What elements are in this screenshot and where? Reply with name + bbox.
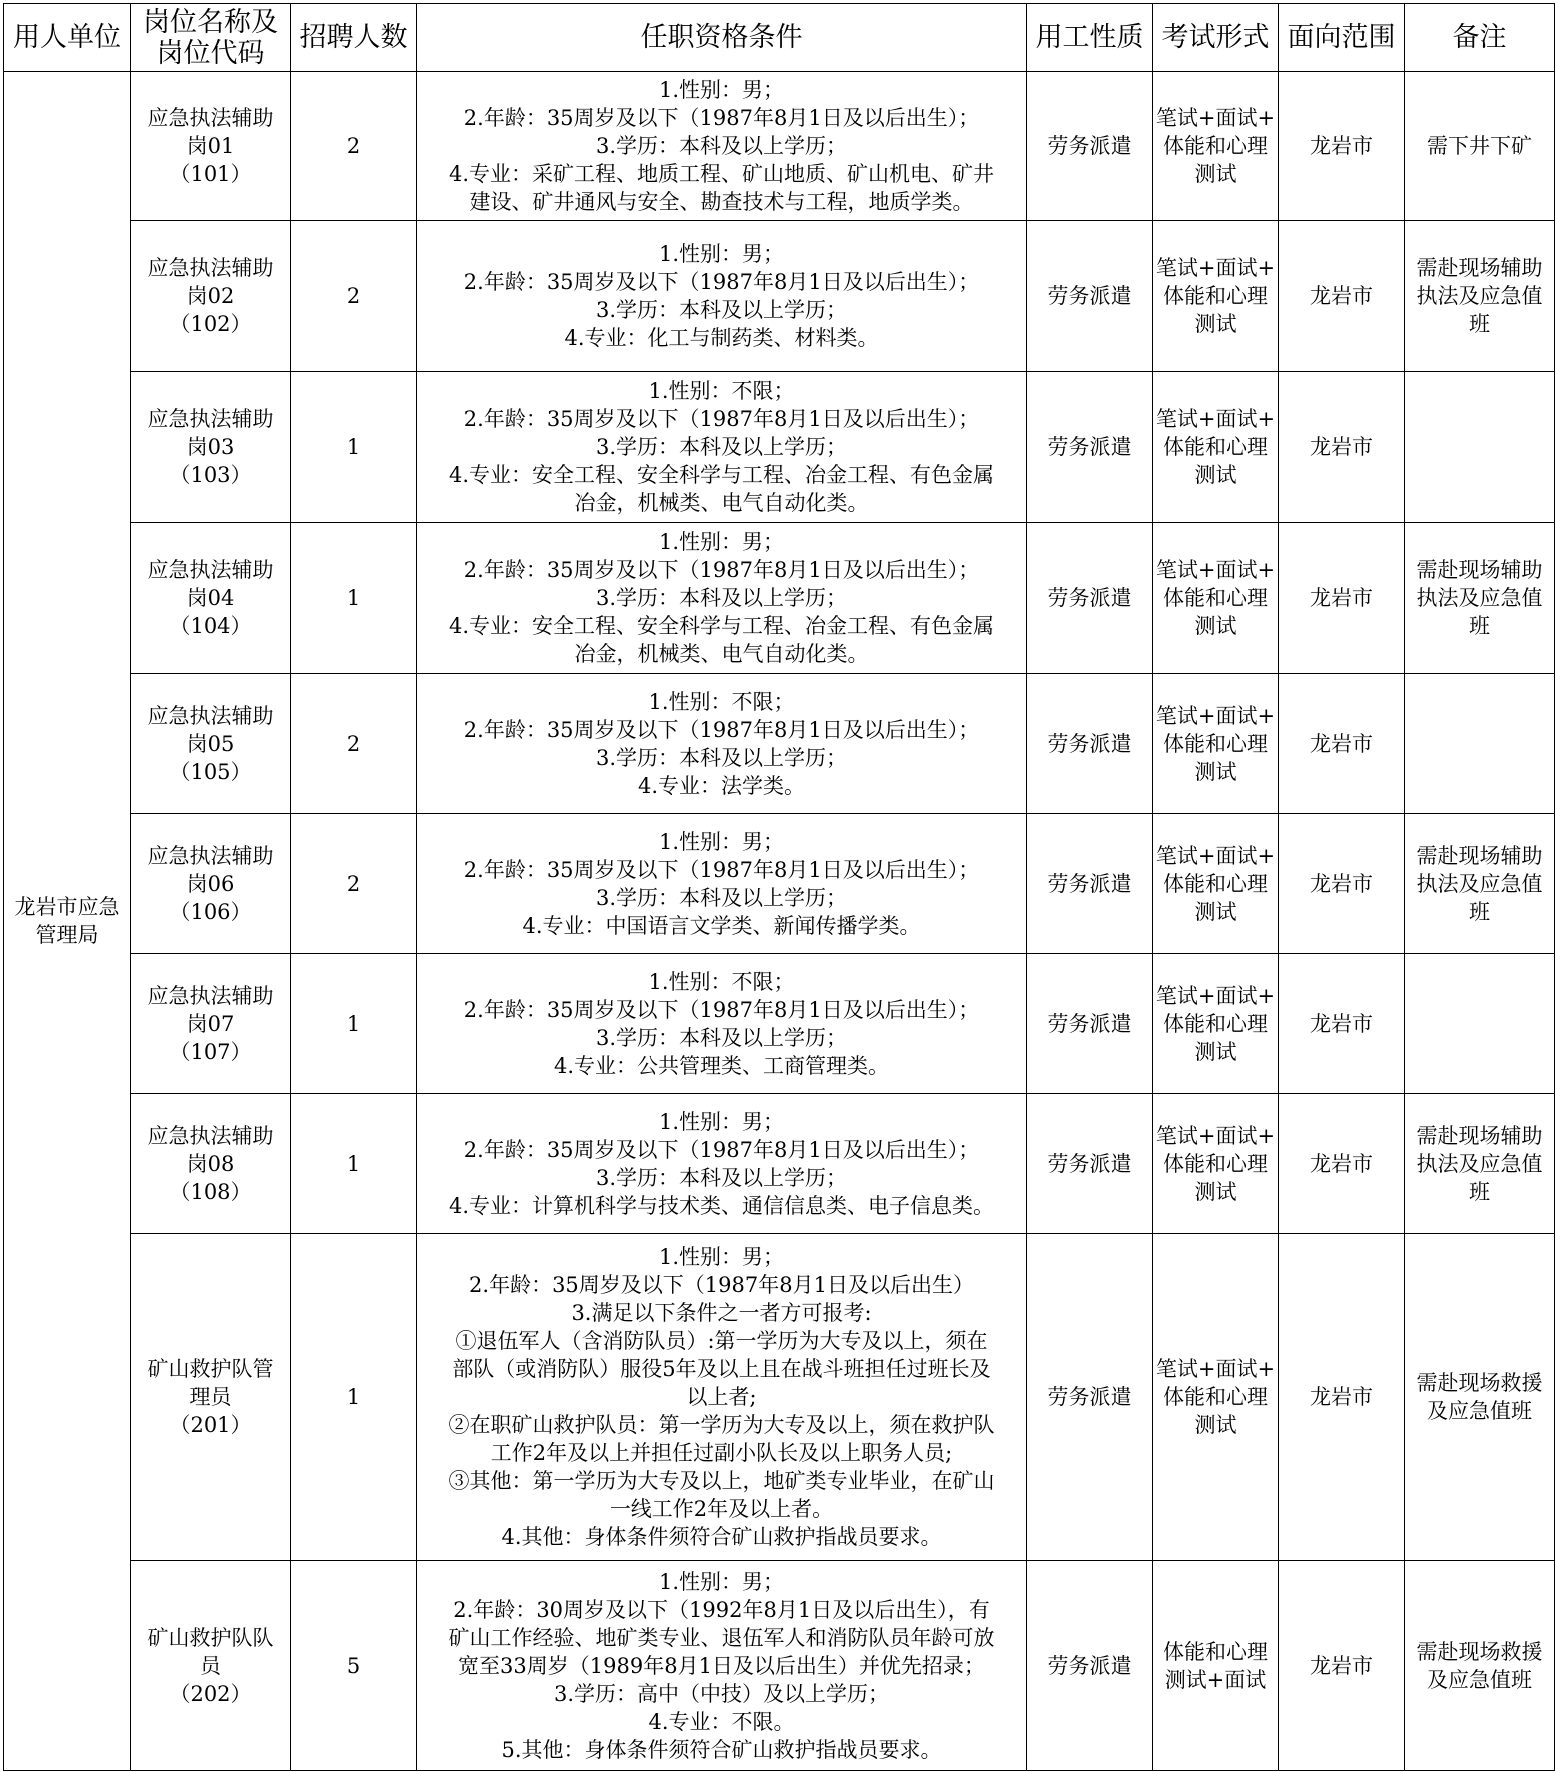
exam-format-line2: 体能和心理 (1163, 871, 1268, 896)
exam-format-cell (1153, 814, 1279, 954)
table-body (4, 72, 1555, 1771)
scope: 龙岩市 (1310, 731, 1373, 756)
post-name-line2: 岗04 (186, 586, 235, 610)
post-name-cell (131, 523, 291, 674)
header-count: 招聘人数 (291, 4, 417, 72)
exam-format-line1: 笔试+面试+ (1155, 407, 1276, 431)
header-post-name-line2: 岗位代码 (156, 37, 265, 69)
requirement-line: ①退伍军人（含消防队员）:第一学历为大专及以上，须在 (455, 1329, 988, 1353)
remark-line: 执法及应急值 (1416, 586, 1543, 610)
requirement-line: 1.性别：男； (658, 1569, 785, 1594)
employment-type-cell (1027, 523, 1153, 674)
exam-format-line1: 体能和心理 (1163, 1639, 1268, 1664)
requirement-line: 4.专业：采矿工程、地质工程、矿山地质、矿山机电、矿井 (448, 162, 995, 186)
post-name-cell (131, 1094, 291, 1234)
post-code: （102） (169, 312, 252, 336)
requirement-line: 1.性别：不限； (648, 689, 795, 714)
exam-format-line1: 笔试+面试+ (1155, 983, 1276, 1008)
requirement-line: 建设、矿井通风与安全、勘查技术与工程，地质学类。 (469, 190, 974, 214)
requirement-line: ②在职矿山救护队员：第一学历为大专及以上，须在救护队 (448, 1413, 995, 1437)
header-requirements: 任职资格条件 (417, 4, 1027, 72)
recruit-count-cell (291, 1234, 417, 1561)
requirement-line: 4.专业：法学类。 (637, 773, 806, 798)
remarks-cell (1405, 1094, 1555, 1234)
requirement-line: 1.性别：男； (658, 829, 785, 854)
post-name-line1: 应急执法辅助 (147, 1123, 274, 1148)
exam-format-line1: 笔试+面试+ (1155, 1357, 1276, 1381)
remark-line: 班 (1469, 1179, 1490, 1204)
requirements-cell (417, 954, 1027, 1094)
exam-format-line2: 体能和心理 (1163, 435, 1268, 459)
requirement-line: 1.性别：男； (658, 1109, 785, 1134)
employment-type-cell (1027, 221, 1153, 372)
header-row (4, 4, 1555, 72)
requirement-line: 4.专业：化工与制药类、材料类。 (564, 326, 879, 350)
requirement-line: 4.专业：安全工程、安全科学与工程、冶金工程、有色金属 (448, 614, 995, 638)
post-name-line1: 矿山救护队管 (147, 1357, 274, 1381)
exam-format-line1: 笔试+面试+ (1155, 558, 1276, 582)
exam-format-line1: 笔试+面试+ (1155, 256, 1276, 280)
remark-line: 执法及应急值 (1416, 871, 1543, 896)
requirement-line: 3.学历：本科及以上学历； (595, 1025, 848, 1050)
post-name-cell (131, 1234, 291, 1561)
remark-line: 需赴现场辅助 (1416, 558, 1543, 582)
table-row (4, 954, 1555, 1094)
exam-format-line3: 测试 (1194, 899, 1237, 924)
header-unit: 用人单位 (4, 4, 131, 72)
requirements-cell (417, 523, 1027, 674)
remark-line: 班 (1469, 312, 1490, 336)
recruit-count-cell (291, 954, 417, 1094)
remark-line: 及应急值班 (1427, 1667, 1532, 1692)
exam-format-line2: 体能和心理 (1163, 586, 1268, 610)
exam-format-line2: 体能和心理 (1163, 731, 1268, 756)
table-row (4, 674, 1555, 814)
employment-type: 劳务派遣 (1047, 1011, 1132, 1036)
employment-type: 劳务派遣 (1047, 731, 1132, 756)
table-row (4, 523, 1555, 674)
post-name-cell (131, 372, 291, 523)
remarks-cell (1405, 1234, 1555, 1561)
scope-cell (1279, 814, 1405, 954)
employment-type-cell (1027, 954, 1153, 1094)
remark-line: 需赴现场救援 (1416, 1371, 1543, 1395)
remark-line: 需赴现场辅助 (1416, 1123, 1543, 1148)
exam-format-cell (1153, 954, 1279, 1094)
scope-cell (1279, 1234, 1405, 1561)
employment-type: 劳务派遣 (1047, 586, 1132, 610)
remark-line: 需下井下矿 (1427, 134, 1532, 158)
post-name-cell (131, 72, 291, 221)
recruit-count-cell (291, 814, 417, 954)
recruit-count: 1 (346, 1011, 361, 1036)
requirements-cell (417, 1561, 1027, 1771)
recruit-count: 2 (346, 731, 361, 756)
requirement-line: 3.学历：本科及以上学历； (595, 745, 848, 770)
exam-format-line2: 体能和心理 (1163, 284, 1268, 308)
exam-format-line1: 笔试+面试+ (1155, 106, 1276, 130)
employment-type: 劳务派遣 (1047, 134, 1132, 158)
remarks-cell (1405, 72, 1555, 221)
post-code: （201） (169, 1413, 252, 1437)
requirement-line: 4.专业：不限。 (648, 1709, 795, 1734)
remark-line: 及应急值班 (1427, 1399, 1532, 1423)
employment-type-cell (1027, 674, 1153, 814)
remark-line: 执法及应急值 (1416, 1151, 1543, 1176)
recruit-count: 1 (346, 435, 361, 459)
post-name-line2: 岗07 (186, 1011, 235, 1036)
post-name-line2: 岗06 (186, 871, 235, 896)
recruit-count: 1 (346, 1151, 361, 1176)
remark-line: 需赴现场辅助 (1416, 256, 1543, 280)
requirement-line: 一线工作2年及以上者。 (609, 1497, 834, 1521)
requirements-cell (417, 221, 1027, 372)
header-post-name (131, 4, 291, 72)
recruit-count-cell (291, 72, 417, 221)
requirements-cell (417, 674, 1027, 814)
post-name-line1: 应急执法辅助 (147, 256, 274, 280)
post-name-line2: 员 (200, 1653, 221, 1678)
employment-type-cell (1027, 372, 1153, 523)
exam-format-line3: 测试 (1194, 312, 1237, 336)
header-post-name-line1: 岗位名称及 (143, 6, 278, 38)
requirement-line: 2.年龄：35周岁及以下（1987年8月1日及以后出生）； (463, 270, 980, 294)
requirement-line: 3.学历：本科及以上学历； (595, 134, 848, 158)
requirement-line: 3.学历：本科及以上学历； (595, 586, 848, 610)
requirement-line: 3.学历：本科及以上学历； (595, 885, 848, 910)
scope-cell (1279, 1094, 1405, 1234)
remarks-cell (1405, 674, 1555, 814)
requirement-line: 1.性别：男； (658, 1245, 785, 1269)
requirement-line: 3.满足以下条件之一者方可报考: (571, 1301, 872, 1325)
scope: 龙岩市 (1310, 1653, 1373, 1678)
scope-cell (1279, 72, 1405, 221)
remarks-cell (1405, 1561, 1555, 1771)
requirement-line: 冶金，机械类、电气自动化类。 (574, 491, 869, 515)
requirement-line: 3.学历：高中（中技）及以上学历； (553, 1681, 890, 1706)
post-name-line1: 应急执法辅助 (147, 843, 274, 868)
exam-format-line3: 测试 (1194, 614, 1237, 638)
scope-cell (1279, 954, 1405, 1094)
exam-format-line2: 测试+面试 (1164, 1667, 1267, 1692)
employer-unit-line1: 龙岩市应急 (14, 895, 120, 919)
table-row (4, 72, 1555, 221)
requirement-line: 2.年龄：35周岁及以下（1987年8月1日及以后出生） (469, 1273, 974, 1297)
exam-format-line3: 测试 (1194, 162, 1237, 186)
exam-format-line2: 体能和心理 (1163, 1011, 1268, 1036)
requirements-cell (417, 72, 1027, 221)
requirements-cell (417, 1234, 1027, 1561)
header-scope: 面向范围 (1279, 4, 1405, 72)
requirements-cell (417, 814, 1027, 954)
exam-format-cell (1153, 72, 1279, 221)
post-code: （103） (169, 463, 252, 487)
exam-format-cell (1153, 674, 1279, 814)
employment-type-cell (1027, 1234, 1153, 1561)
table-row (4, 1234, 1555, 1561)
post-name-cell (131, 954, 291, 1094)
requirements-cell (417, 372, 1027, 523)
scope-cell (1279, 674, 1405, 814)
employment-type: 劳务派遣 (1047, 1385, 1132, 1409)
requirement-line: 1.性别：不限； (648, 379, 795, 403)
exam-format-line3: 测试 (1194, 1039, 1237, 1064)
exam-format-cell (1153, 1561, 1279, 1771)
exam-format-line3: 测试 (1194, 463, 1237, 487)
requirement-line: 1.性别：男； (658, 242, 785, 266)
scope: 龙岩市 (1310, 1151, 1373, 1176)
requirement-line: 4.其他：身体条件须符合矿山救护指战员要求。 (501, 1525, 942, 1549)
requirement-line: 2.年龄：35周岁及以下（1987年8月1日及以后出生）； (463, 407, 980, 431)
post-name-line1: 应急执法辅助 (147, 983, 274, 1008)
requirement-line: ③其他：第一学历为大专及以上，地矿类专业毕业，在矿山 (448, 1469, 995, 1493)
requirement-line: 宽至33周岁（1989年8月1日及以后出生）并优先招录； (458, 1653, 985, 1678)
remarks-cell (1405, 814, 1555, 954)
requirement-line: 1.性别：不限； (648, 969, 795, 994)
post-name-cell (131, 221, 291, 372)
employment-type-cell (1027, 1094, 1153, 1234)
recruit-count-cell (291, 523, 417, 674)
scope-cell (1279, 221, 1405, 372)
scope: 龙岩市 (1310, 435, 1373, 459)
scope-cell (1279, 372, 1405, 523)
post-code: （107） (169, 1039, 252, 1064)
requirement-line: 4.专业：安全工程、安全科学与工程、冶金工程、有色金属 (448, 463, 995, 487)
requirement-line: 冶金，机械类、电气自动化类。 (574, 642, 869, 666)
post-code: （104） (169, 614, 252, 638)
recruit-count: 5 (346, 1653, 361, 1678)
exam-format-line3: 测试 (1194, 1179, 1237, 1204)
requirement-line: 4.专业：公共管理类、工商管理类。 (553, 1053, 890, 1078)
exam-format-line1: 笔试+面试+ (1155, 703, 1276, 728)
employment-type: 劳务派遣 (1047, 1653, 1132, 1678)
requirement-line: 3.学历：本科及以上学历； (595, 1165, 848, 1190)
post-code: （108） (169, 1179, 252, 1204)
exam-format-cell (1153, 1234, 1279, 1561)
remark-line: 班 (1469, 899, 1490, 924)
exam-format-line3: 测试 (1194, 759, 1237, 784)
post-name-line1: 矿山救护队队 (147, 1625, 274, 1650)
requirement-line: 3.学历：本科及以上学历； (595, 298, 848, 322)
requirement-line: 4.专业：中国语言文学类、新闻传播学类。 (522, 913, 921, 938)
recruit-count: 2 (346, 871, 361, 896)
post-code: （101） (169, 162, 252, 186)
exam-format-line1: 笔试+面试+ (1155, 1123, 1276, 1148)
requirement-line: 5.其他：身体条件须符合矿山救护指战员要求。 (501, 1737, 942, 1762)
header-remarks: 备注 (1405, 4, 1555, 72)
remarks-cell (1405, 372, 1555, 523)
recruitment-table (3, 3, 1555, 1771)
post-name-line2: 岗05 (186, 731, 235, 756)
recruit-count-cell (291, 221, 417, 372)
table-row (4, 221, 1555, 372)
requirement-line: 2.年龄：35周岁及以下（1987年8月1日及以后出生）； (463, 1137, 980, 1162)
post-name-line1: 应急执法辅助 (147, 106, 274, 130)
exam-format-line1: 笔试+面试+ (1155, 843, 1276, 868)
recruit-count: 2 (346, 284, 361, 308)
requirements-cell (417, 1094, 1027, 1234)
remark-line: 班 (1469, 614, 1490, 638)
employment-type: 劳务派遣 (1047, 871, 1132, 896)
scope: 龙岩市 (1310, 1011, 1373, 1036)
requirement-line: 2.年龄：35周岁及以下（1987年8月1日及以后出生）； (463, 717, 980, 742)
employment-type-cell (1027, 1561, 1153, 1771)
recruit-count: 1 (346, 586, 361, 610)
recruit-count-cell (291, 372, 417, 523)
post-name-line2: 岗01 (186, 134, 235, 158)
exam-format-line3: 测试 (1194, 1413, 1237, 1437)
remark-line: 执法及应急值 (1416, 284, 1543, 308)
table-row (4, 1094, 1555, 1234)
scope-cell (1279, 1561, 1405, 1771)
table-row (4, 814, 1555, 954)
remarks-cell (1405, 954, 1555, 1094)
employment-type: 劳务派遣 (1047, 284, 1132, 308)
remark-line: 需赴现场救援 (1416, 1639, 1543, 1664)
post-name-line2: 理员 (189, 1385, 232, 1409)
exam-format-line2: 体能和心理 (1163, 1151, 1268, 1176)
requirement-line: 2.年龄：35周岁及以下（1987年8月1日及以后出生）； (463, 106, 980, 130)
requirement-line: 以上者; (686, 1385, 757, 1409)
requirement-line: 2.年龄：35周岁及以下（1987年8月1日及以后出生）； (463, 558, 980, 582)
employer-unit-line2: 管理局 (35, 923, 99, 947)
requirement-line: 1.性别：男； (658, 78, 785, 102)
employment-type: 劳务派遣 (1047, 435, 1132, 459)
remarks-cell (1405, 221, 1555, 372)
scope-cell (1279, 523, 1405, 674)
requirement-line: 部队（或消防队）服役5年及以上且在战斗班担任过班长及 (452, 1357, 991, 1381)
exam-format-line2: 体能和心理 (1163, 1385, 1268, 1409)
employment-type-cell (1027, 814, 1153, 954)
scope: 龙岩市 (1310, 134, 1373, 158)
requirement-line: 4.专业：计算机科学与技术类、通信信息类、电子信息类。 (448, 1193, 995, 1218)
exam-format-cell (1153, 372, 1279, 523)
header-exam-format: 考试形式 (1153, 4, 1279, 72)
scope: 龙岩市 (1310, 1385, 1373, 1409)
exam-format-cell (1153, 1094, 1279, 1234)
scope: 龙岩市 (1310, 586, 1373, 610)
recruit-count-cell (291, 1094, 417, 1234)
recruit-count: 2 (346, 134, 361, 158)
requirement-line: 工作2年及以上并担任过副小队长及以上职务人员; (490, 1441, 953, 1465)
post-name-line1: 应急执法辅助 (147, 407, 274, 431)
exam-format-cell (1153, 523, 1279, 674)
post-name-line2: 岗02 (186, 284, 235, 308)
exam-format-cell (1153, 221, 1279, 372)
requirement-line: 2.年龄：30周岁及以下（1992年8月1日及以后出生），有 (453, 1597, 990, 1622)
post-name-cell (131, 814, 291, 954)
requirement-line: 矿山工作经验、地矿类专业、退伍军人和消防队员年龄可放 (448, 1625, 995, 1650)
post-code: （106） (169, 899, 252, 924)
post-name-cell (131, 674, 291, 814)
post-code: （202） (169, 1681, 252, 1706)
requirement-line: 2.年龄：35周岁及以下（1987年8月1日及以后出生）； (463, 997, 980, 1022)
recruit-count: 1 (346, 1385, 361, 1409)
post-code: （105） (169, 759, 252, 784)
employer-unit-cell (4, 72, 131, 1771)
header-employment-type: 用工性质 (1027, 4, 1153, 72)
table-row (4, 1561, 1555, 1771)
post-name-line2: 岗08 (186, 1151, 235, 1176)
remarks-cell (1405, 523, 1555, 674)
table-row (4, 372, 1555, 523)
recruit-count-cell (291, 1561, 417, 1771)
post-name-line1: 应急执法辅助 (147, 703, 274, 728)
employment-type: 劳务派遣 (1047, 1151, 1132, 1176)
post-name-line1: 应急执法辅助 (147, 558, 274, 582)
requirement-line: 2.年龄：35周岁及以下（1987年8月1日及以后出生）； (463, 857, 980, 882)
recruit-count-cell (291, 674, 417, 814)
requirement-line: 3.学历：本科及以上学历； (595, 435, 848, 459)
post-name-line2: 岗03 (186, 435, 235, 459)
scope: 龙岩市 (1310, 871, 1373, 896)
requirement-line: 1.性别：男； (658, 530, 785, 554)
exam-format-line2: 体能和心理 (1163, 134, 1268, 158)
post-name-cell (131, 1561, 291, 1771)
remark-line: 需赴现场辅助 (1416, 843, 1543, 868)
employment-type-cell (1027, 72, 1153, 221)
scope: 龙岩市 (1310, 284, 1373, 308)
